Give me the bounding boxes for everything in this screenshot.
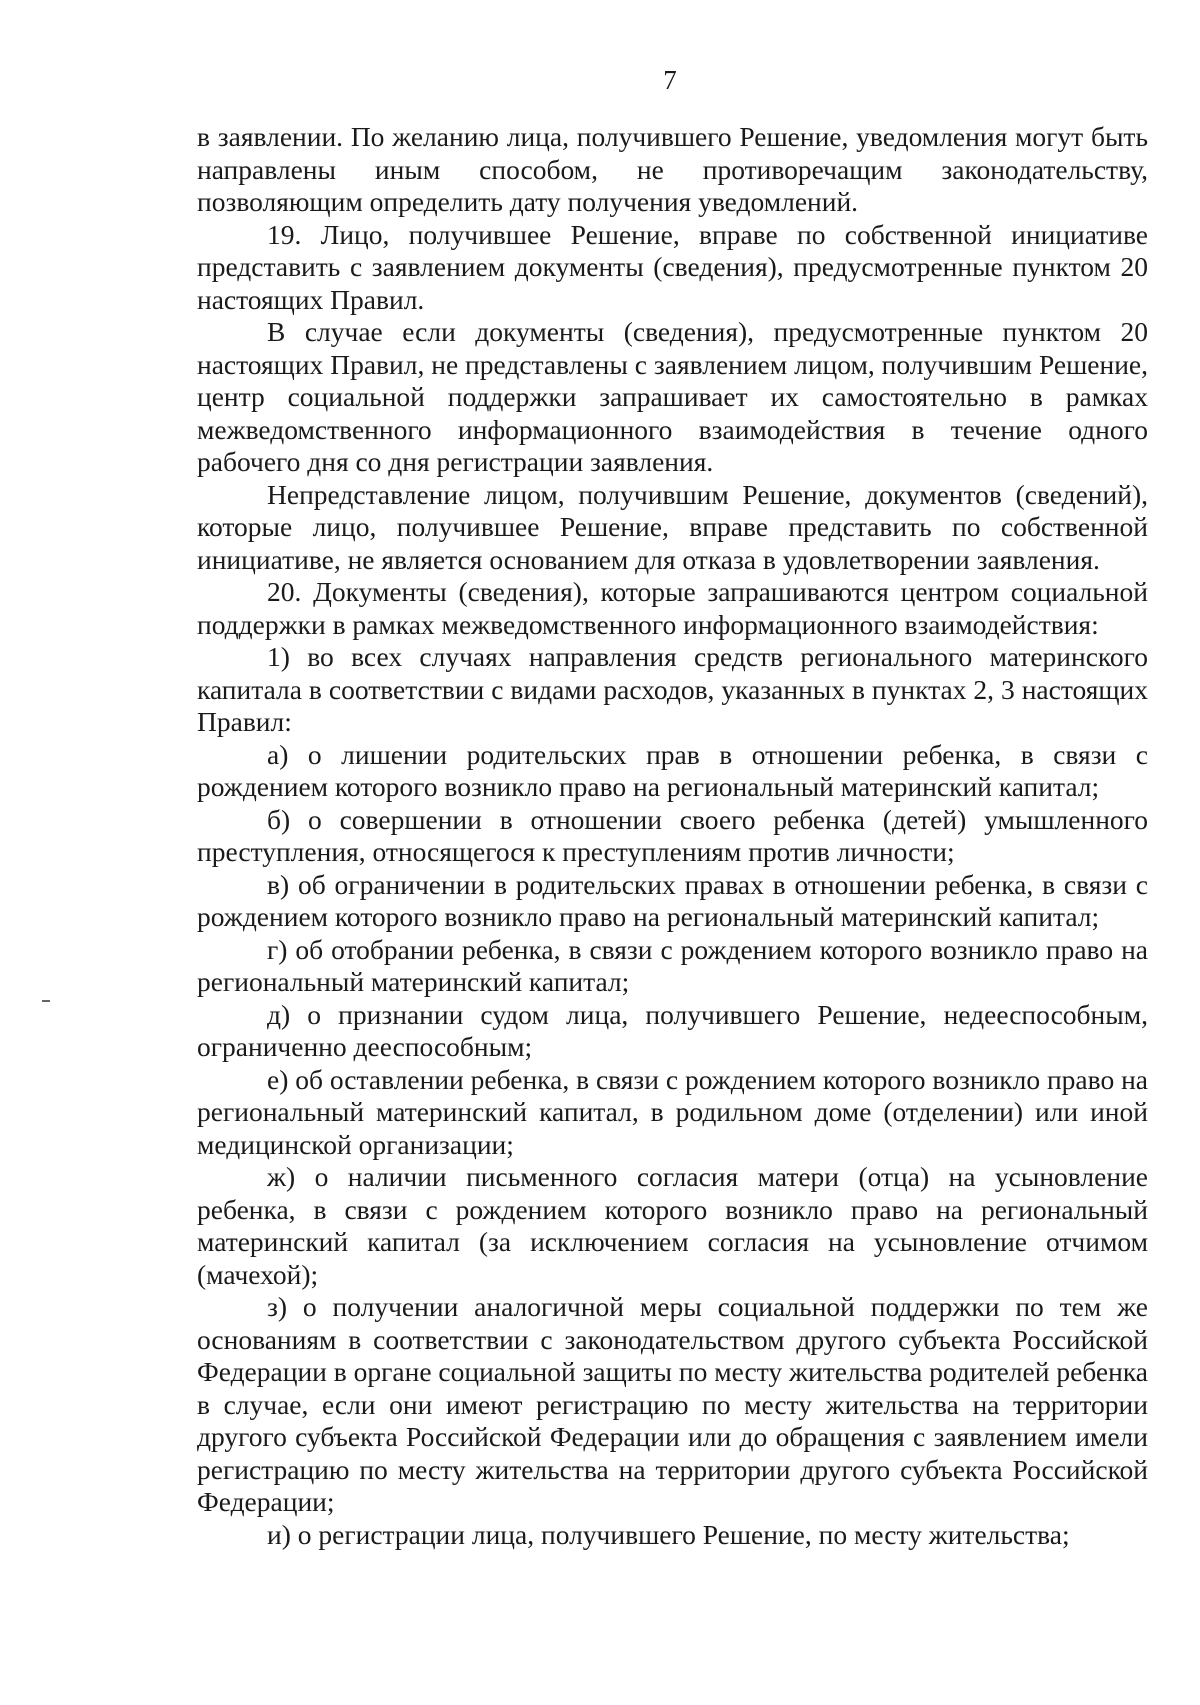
paragraph-continuation: в заявлении. По желанию лица, получившего Решение, уведомления могут быть направлены иным способом, не противоречащим законодательству, позволяющим определить дату получения уведомлений. <box>197 121 1148 217</box>
paragraph: Непредставление лицом, получившим Решение, документов (сведений), которые лицо, получившее Решение, вправе представить по собственной инициативе, не является основанием для отказа в удовлетворении заявления. <box>197 478 1148 575</box>
subitem-zh: ж) о наличии письменного согласия матери (отца) на усыновление ребенка, в связи с рождением которого возникло право на региональный материнский капитал (за исключением согласия на усыновление отчимом (мачехой); <box>197 1161 1148 1290</box>
subitem-i: и) о регистрации лица, получившего Решение, по месту жительства; <box>267 1518 1070 1550</box>
subitem-z: з) о получении аналогичной меры социальной поддержки по тем же основаниям в соответствии с законодательством другого субъекта Российской Федерации в органе социальной защиты по месту жительства родителей ребенка в случае, если они имеют регистрацию по месту жительства на территории другого субъекта Российской Федерации или до обращения с заявлением имели регистрацию по месту жительства на территории другого субъекта Российской Федерации; <box>197 1291 1148 1517</box>
document-body <box>197 121 1148 1551</box>
subitem-g: г) об отобрании ребенка, в связи с рождением которого возникло право на региональный материнский капитал; <box>197 933 1148 997</box>
subitem-e: е) об оставлении ребенка, в связи с рождением которого возникло право на региональный материнский капитал, в родильном доме (отделении) или иной медицинской организации; <box>197 1063 1148 1160</box>
paragraph-item-19: 19. Лицо, получившее Решение, вправе по собственной инициативе представить с заявлением документы (сведения), предусмотренные пунктом 20 настоящих Правил. <box>197 218 1148 315</box>
paragraph-item-20: 20. Документы (сведения), которые запрашиваются центром социальной поддержки в рамках межведомственного информационного взаимодействия: <box>197 576 1148 640</box>
subitem-d: д) о признании судом лица, получившего Решение, недееспособным, ограниченно дееспособным; <box>197 998 1148 1062</box>
subitem-v: в) об ограничении в родительских правах в отношении ребенка, в связи с рождением которого возникло право на региональный материнский капитал; <box>197 868 1148 932</box>
subitem-b: б) о совершении в отношении своего ребенка (детей) умышленного преступления, относящегося к преступлениям против личности; <box>197 803 1148 867</box>
subitem-a: а) о лишении родительских прав в отношении ребенка, в связи с рождением которого возникло право на региональный материнский капитал; <box>197 738 1148 802</box>
page-number: 7 <box>663 65 677 95</box>
subitem-1: 1) во всех случаях направления средств регионального материнского капитала в соответствии с видами расходов, указанных в пунктах 2, 3 настоящих Правил: <box>197 641 1148 737</box>
scan-artifact-mark <box>42 1000 50 1002</box>
paragraph: В случае если документы (сведения), предусмотренные пунктом 20 настоящих Правил, не представлены с заявлением лицом, получившим Решение, центр социальной поддержки запрашивает их самостоятельно в рамках межведомственного информационного взаимодействия в течение одного рабочего дня со дня регистрации заявления. <box>197 316 1148 477</box>
